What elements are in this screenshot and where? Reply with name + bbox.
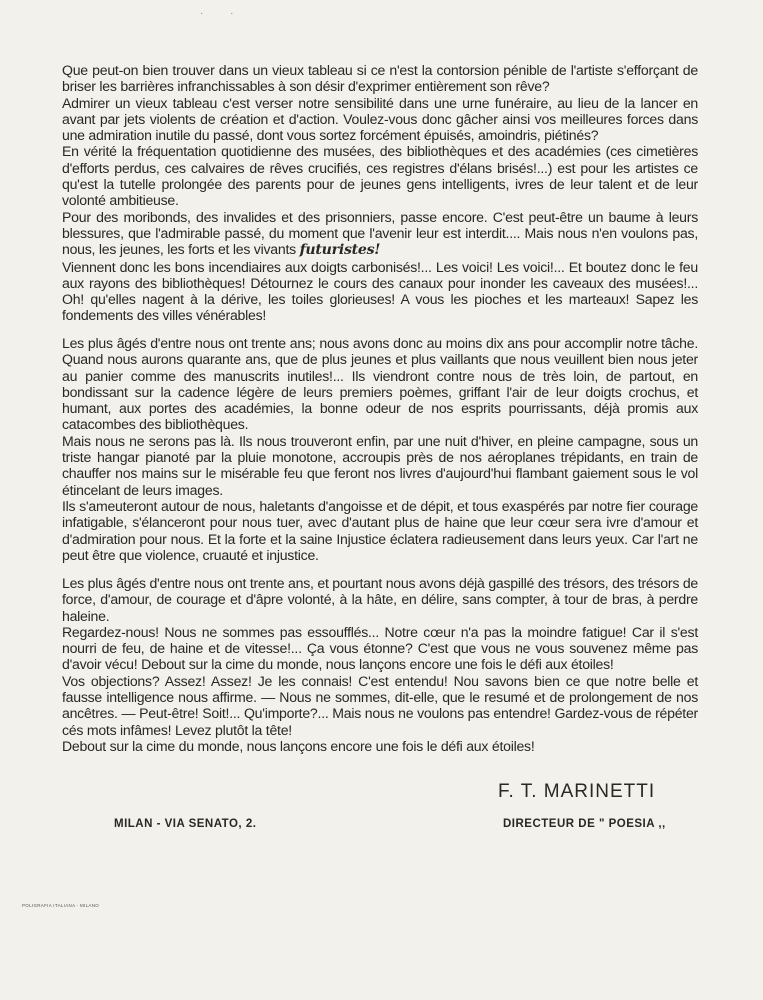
text-block-2: [62, 335, 698, 563]
paragraph-12: Debout sur la cime du monde, nous lançons encore une fois le défi aux étoiles!: [62, 737, 535, 754]
paragraph-6: Les plus âgés d'entre nous ont trente ans; nous avons donc au moins dix ans pour accomplir notre tâche. Quand nous aurons quarante ans, que de plus jeunes et plus vaillants que nous veuillent bien nous jeter au panier comme des manuscrits inutiles!... Ils viendront contre nous de très loin, de partout, en bondissant sur la cadence légère de leurs premiers poèmes, griffant l'air de leur doigts crochus, et humant, aux portes des académies, la bonne odeur de nos esprits pourrissants, déjà promis aux catacombes des bibliothèques.: [62, 335, 698, 433]
paragraph-11: Vos objections? Assez! Assez! Je les connais! C'est entendu! Nou savons bien ce que notre belle et fausse intelligence nous affirme. — Nous ne sommes, dit-elle, que le resumé et de prolongement de nos ancêtres. — Peut-être! Soit!... Qu'importe?... Mais nous ne voulons pas entendre! Gardez-vous de répéter cés mots infâmes! Levez plutôt la tête!: [62, 672, 698, 738]
text-block-1: [62, 62, 698, 324]
paragraph-5: Viennent donc les bons incendiaires aux doigts carbonisés!... Les voici! Les voici!... Et boutez donc le feu aux rayons des bibliothèques! Détournez le cours des canaux pour inonder les caveaux des musées!... Oh! qu'elles nagent à la dérive, les toiles glorieuses! A vous les pioches et les marteaux! Sapez les fondements des villes vénérables!: [62, 258, 698, 324]
paragraph-1: Que peut-on bien trouver dans un vieux tableau si ce n'est la contorsion pénible de l'artiste s'efforçant de briser les barrières infranchissables à son désir d'exprimer entièrement son rêve?: [62, 62, 698, 95]
paragraph-8: Ils s'ameuteront autour de nous, haletants d'angoisse et de dépit, et tous exaspérés par notre fier courage infatigable, s'élanceront pour nous tuer, avec d'autant plus de haine que leur cœur sera ivre d'amour et d'admiration pour nous. Et la forte et la saine Injustice éclatera radieusement dans leurs yeux. Car l'art ne peut être que violence, cruauté et injustice.: [62, 497, 698, 563]
paragraph-4-text: Pour des moribonds, des invalides et des prisonniers, passe encore. C'est peut-être un baume à leurs blessures, que l'admirable passé, du moment que l'avenir leur est interdit.... Mais nous n'en voulons pas, nous, les jeunes, les forts et les vivants: [62, 208, 698, 258]
paragraph-3: En vérité la fréquentation quotidienne des musées, des bibliothèques et des académies (ces cimetières d'efforts perdus, ces calvaires de rêves crucifiés, ces registres d'élans brisés!...) est pour les artistes ce qu'est la tutelle prolongée des parents pour de jeunes gens intelligents, ivres de leur talent et de leur volonté ambitieuse.: [62, 143, 698, 209]
paragraph-10: Regardez-nous! Nous ne sommes pas essoufflés... Notre cœur n'a pas la moindre fatigue! Car il s'est nourri de feu, de haine et de vitesse!... Ça vous étonne? C'est que vous ne vous souvenez même pas d'avoir vécu! Debout sur la cime du monde, nous lançons encore une fois le défi aux étoiles!: [62, 623, 698, 673]
paragraph-9: Les plus âgés d'entre nous ont trente ans, et pourtant nous avons déjà gaspillé des trésors, des trésors de force, d'amour, de courage et d'âpre volonté, à la hâte, en délire, sans compter, à tour de bras, à perdre haleine.: [62, 575, 698, 624]
text-block-3: [62, 575, 698, 754]
signature: F. T. MARINETTI: [498, 781, 656, 802]
director-line: DIRECTEUR DE " POESIA ,,: [503, 818, 666, 830]
paragraph-4: [62, 209, 698, 259]
paragraph-2: Admirer un vieux tableau c'est verser notre sensibilité dans une urne funéraire, au lieu de la lancer en avant par jets violents de création et d'action. Voulez-vous donc gâcher ainsi vos meilleures forces dans une admiration inutile du passé, dont vous sortez forcément épuisés, amoindris, piétinés?: [62, 94, 698, 144]
top-marks: · ·: [200, 8, 246, 19]
futuristes-word: futuristes!: [299, 242, 381, 259]
printer-imprint: POLIGRAFIA ITALIANA - MILANO: [22, 903, 100, 908]
paragraph-7: Mais nous ne serons pas là. Ils nous trouveront enfin, par une nuit d'hiver, en pleine campagne, sous un triste hangar pianoté par la pluie monotone, accroupis près de nos aéroplanes trépidants, en train de chauffer nos mains sur le misérable feu que feront nos livres d'aujourd'hui flambant gaiement sous le vol étincelant de leurs images.: [62, 432, 698, 498]
address: MILAN - VIA SENATO, 2.: [114, 818, 257, 830]
